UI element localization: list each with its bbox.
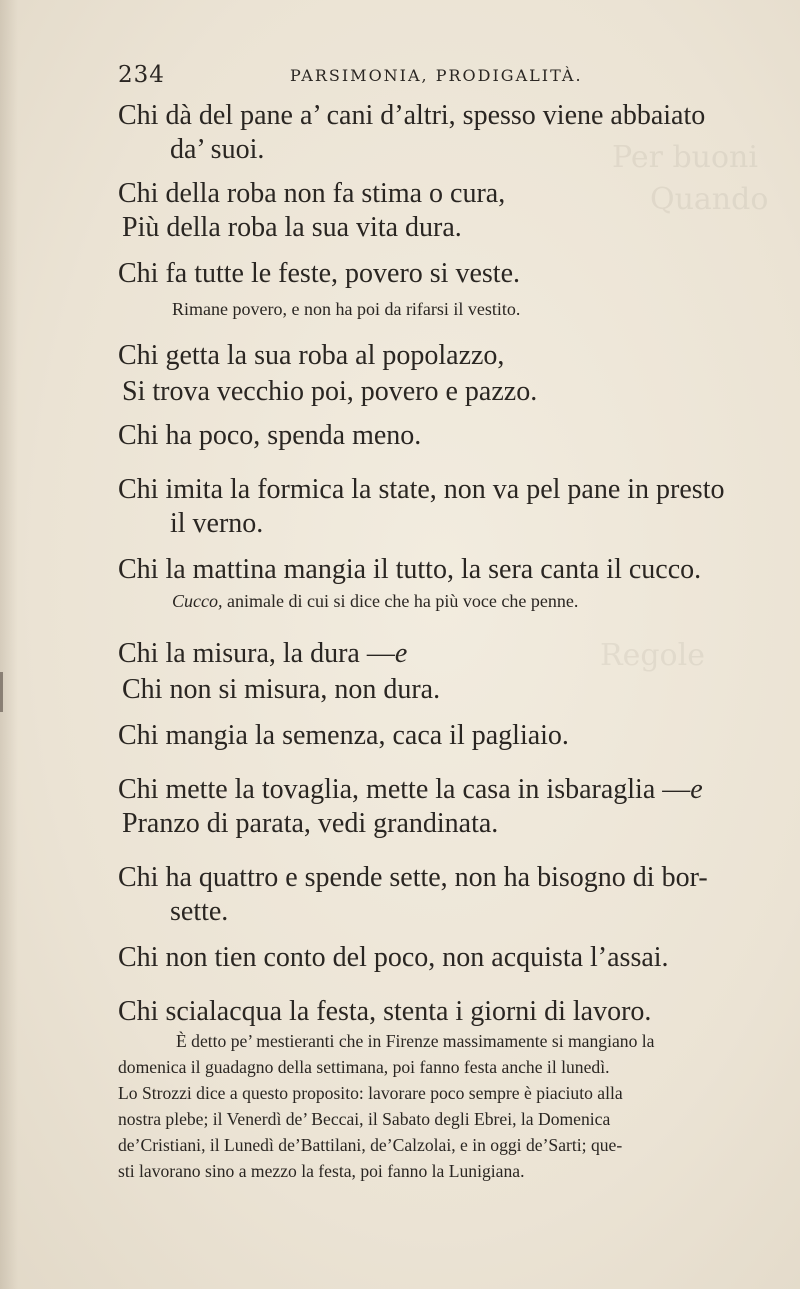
continuation-e: e	[394, 638, 408, 669]
commentary-line: domenica il guadagno della settimana, poi fanno festa anche il lunedì.	[118, 1057, 610, 1077]
proverb-line: Chi ha poco, spenda meno.	[118, 420, 422, 451]
proverb-line: Più della roba la sua vita dura.	[122, 212, 462, 243]
proverb-line: Chi della roba non fa stima o cura,	[118, 178, 506, 209]
spine-shadow	[0, 0, 18, 1289]
proverb-line: Chi la mattina mangia il tutto, la sera canta il cucco.	[118, 554, 702, 585]
proverb-line: sette.	[170, 896, 229, 927]
proverb-line: Chi scialacqua la festa, stenta i giorni di lavoro.	[118, 996, 652, 1027]
proverb-line: Pranzo di parata, vedi grandinata.	[122, 808, 499, 839]
page-edge-mark	[0, 672, 3, 712]
bleed-through-text: Per buoni	[612, 140, 758, 175]
note-term: Cucco,	[172, 591, 223, 611]
commentary-line: sti lavorano sino a mezzo la festa, poi fanno la Lunigiana.	[118, 1161, 525, 1181]
page-header	[118, 62, 728, 92]
proverb-line: Chi ha quattro e spende sette, non ha bisogno di bor-	[118, 862, 708, 893]
proverb-line: Chi imita la formica la state, non va pel pane in presto	[118, 474, 725, 505]
proverb-text: Chi mette la tovaglia, mette la casa in isbaraglia —	[118, 774, 691, 805]
commentary-paragraph	[118, 1028, 738, 1184]
note-text: animale di cui si dice che ha più voce che penne.	[222, 591, 579, 611]
proverb-line	[118, 636, 407, 672]
proverb-line: Chi fa tutte le feste, povero si veste.	[118, 258, 520, 289]
continuation-e: e	[690, 774, 703, 805]
bleed-through-text: Regole	[600, 638, 705, 673]
running-title: PARSIMONIA, PRODIGALITÀ.	[290, 66, 583, 85]
proverb-line: il verno.	[170, 508, 264, 539]
commentary-line: Lo Strozzi dice a questo proposito: lavorare poco sempre è piaciuto alla	[118, 1083, 623, 1103]
proverb-note	[172, 588, 578, 614]
proverb-line: Chi mangia la semenza, caca il pagliaio.	[118, 720, 569, 751]
commentary-line: nostra plebe; il Venerdì de’ Beccai, il Sabato degli Ebrei, la Domenica	[118, 1109, 611, 1129]
commentary-line: de’Cristiani, il Lunedì de’Battilani, de’Calzolai, e in oggi de’Sarti; que-	[118, 1135, 623, 1155]
proverb-note: Rimane povero, e non ha poi da rifarsi il vestito.	[172, 299, 521, 319]
proverb-line: Chi non tien conto del poco, non acquista l’assai.	[118, 942, 669, 973]
proverb-line	[118, 772, 703, 808]
proverb-line: Chi dà del pane a’ cani d’altri, spesso viene abbaiato	[118, 100, 706, 131]
proverb-line: Si trova vecchio poi, povero e pazzo.	[122, 376, 538, 407]
commentary-line: È detto pe’ mestieranti che in Firenze massimamente si mangiano la	[176, 1031, 655, 1051]
page-number: 234	[118, 62, 165, 88]
proverb-line: da’ suoi.	[170, 134, 265, 165]
proverb-line: Chi non si misura, non dura.	[122, 674, 441, 705]
bleed-through-text: Quando	[650, 182, 769, 217]
proverb-line: Chi getta la sua roba al popolazzo,	[118, 340, 505, 371]
proverb-text: Chi la misura, la dura —	[118, 638, 395, 669]
